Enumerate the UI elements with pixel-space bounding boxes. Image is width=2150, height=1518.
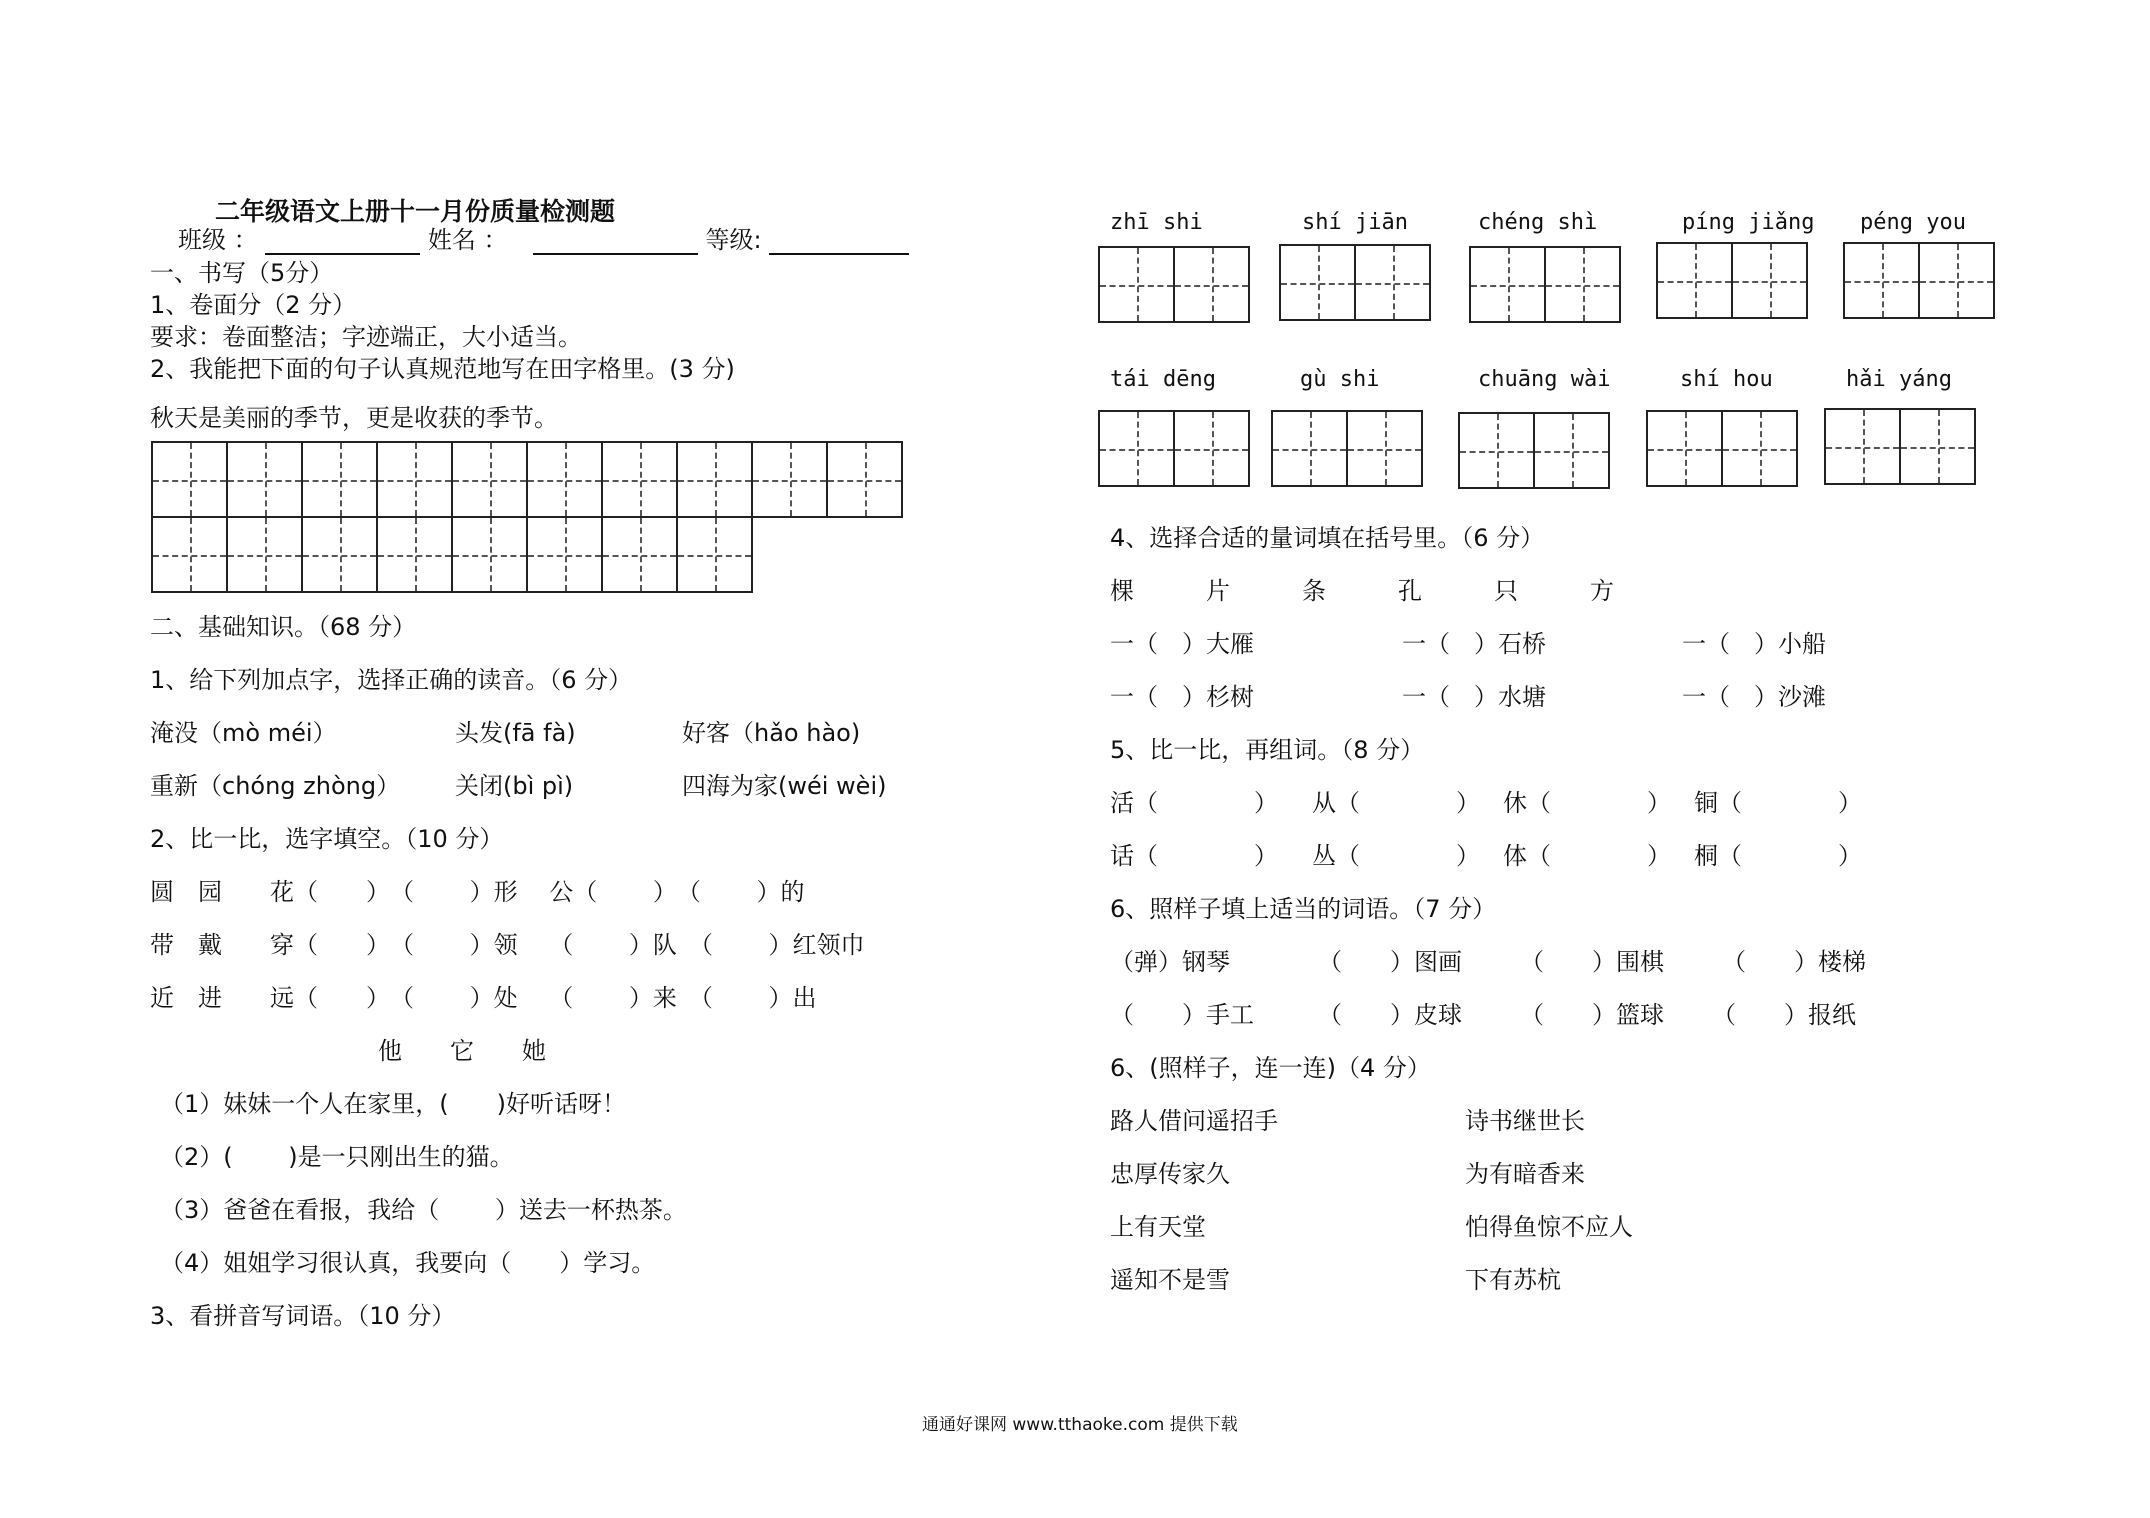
tian-cell[interactable]: [526, 441, 603, 518]
phrase-item: （ ）皮球: [1318, 1001, 1462, 1029]
word-grid[interactable]: [1646, 410, 1796, 487]
compare-item: 丛（ ）: [1312, 842, 1480, 870]
compare-item: 休（ ）: [1503, 789, 1671, 817]
compare-item: 桐（ ）: [1694, 842, 1862, 870]
poem-left[interactable]: 遥知不是雪: [1110, 1266, 1230, 1294]
pronoun-sentence: （1）妹妹一个人在家里，( )好听话呀！: [160, 1090, 626, 1118]
tian-cell[interactable]: [1271, 410, 1348, 487]
tian-cell[interactable]: [1824, 408, 1901, 485]
tian-cell[interactable]: [301, 441, 378, 518]
section2-heading: 二、基础知识。（68 分）: [150, 613, 417, 641]
fill-row: 近 进 远（ ） （ ）处 （ ）来 （ ）出: [150, 984, 817, 1012]
compare-item: 话（ ）: [1110, 842, 1278, 870]
measure-item: 一（ ）石桥: [1402, 630, 1546, 658]
pronoun-choices: 他 它 她: [378, 1037, 546, 1065]
tian-cell[interactable]: [376, 441, 453, 518]
phrase-item: （ ）报纸: [1712, 1001, 1856, 1029]
class-label: 班级 ：: [178, 226, 258, 254]
word-grid[interactable]: [1824, 408, 1974, 485]
pinyin-choice: 好客（hǎo hào): [682, 719, 861, 747]
tian-cell[interactable]: [1731, 242, 1808, 319]
tian-cell[interactable]: [1918, 242, 1995, 319]
phrase-item: （ ）图画: [1318, 948, 1462, 976]
tian-cell[interactable]: [1899, 408, 1976, 485]
tian-cell[interactable]: [451, 441, 528, 518]
pinyin-label: shí jiān: [1302, 210, 1408, 235]
phrase-item: （ ）楼梯: [1722, 948, 1866, 976]
poem-right[interactable]: 诗书继世长: [1465, 1107, 1585, 1135]
tian-cell[interactable]: [1098, 410, 1175, 487]
word-grid[interactable]: [1656, 242, 1806, 319]
tian-cell[interactable]: [301, 516, 378, 593]
section1-q1: 1、卷面分（2 分）: [150, 291, 357, 319]
pinyin-choice: 关闭(bì pì): [455, 772, 574, 800]
pinyin-label: shí hou: [1680, 367, 1773, 392]
pronoun-sentence: （3）爸爸在看报，我给（ ）送去一杯热茶。: [160, 1196, 687, 1224]
tian-cell[interactable]: [1544, 246, 1621, 323]
poem-left[interactable]: 上有天堂: [1110, 1213, 1206, 1241]
tian-cell[interactable]: [1354, 244, 1431, 321]
fill-row: 带 戴 穿（ ） （ ）领 （ ）队 （ ）红领巾: [150, 931, 865, 959]
tian-cell[interactable]: [1469, 246, 1546, 323]
word-grid[interactable]: [1469, 246, 1619, 323]
tian-cell[interactable]: [1173, 410, 1250, 487]
phrase-item: （弹）钢琴: [1110, 948, 1230, 976]
word-grid[interactable]: [1098, 246, 1248, 323]
poem-right[interactable]: 下有苏杭: [1465, 1266, 1561, 1294]
tian-cell[interactable]: [676, 441, 753, 518]
tian-cell[interactable]: [1458, 412, 1535, 489]
q3-heading: 3、看拼音写词语。（10 分）: [150, 1302, 456, 1330]
word-grid[interactable]: [1098, 410, 1248, 487]
tian-cell[interactable]: [1173, 246, 1250, 323]
tian-cell[interactable]: [376, 516, 453, 593]
pinyin-label: chuāng wài: [1478, 367, 1611, 392]
measure-item: 一（ ）沙滩: [1682, 683, 1826, 711]
compare-item: 从（ ）: [1312, 789, 1480, 817]
pinyin-label: píng jiǎng: [1682, 210, 1815, 235]
measure-words: 棵 片 条 孔 只 方: [1110, 577, 1614, 605]
grade-blank[interactable]: [769, 227, 909, 255]
tian-cell[interactable]: [451, 516, 528, 593]
tian-cell[interactable]: [601, 516, 678, 593]
class-blank[interactable]: [265, 227, 420, 255]
phrase-item: （ ）手工: [1110, 1001, 1254, 1029]
word-grid[interactable]: [1279, 244, 1429, 321]
pinyin-label: chéng shì: [1478, 210, 1598, 235]
name-label: 姓名 ：: [427, 226, 508, 254]
grade-label: 等级:: [705, 226, 762, 254]
writing-grid-row2[interactable]: [151, 516, 751, 593]
pinyin-choice: 头发(fā fà): [455, 719, 576, 747]
q2-heading: 2、比一比，选字填空。（10 分）: [150, 825, 504, 853]
tian-cell[interactable]: [226, 441, 303, 518]
word-grid[interactable]: [1458, 412, 1608, 489]
q5-heading: 5、比一比，再组词。（8 分）: [1110, 736, 1425, 764]
tian-cell[interactable]: [1533, 412, 1610, 489]
compare-item: 体（ ）: [1503, 842, 1671, 870]
pinyin-choice: 四海为家(wéi wèi): [682, 772, 887, 800]
compare-item: 活（ ）: [1110, 789, 1278, 817]
tian-cell[interactable]: [1656, 242, 1733, 319]
tian-cell[interactable]: [1098, 246, 1175, 323]
writing-grid-row1[interactable]: [151, 441, 901, 518]
tian-cell[interactable]: [1279, 244, 1356, 321]
measure-item: 一（ ）水塘: [1402, 683, 1546, 711]
tian-cell[interactable]: [151, 516, 228, 593]
word-grid[interactable]: [1843, 242, 1993, 319]
section1-heading: 一、书写（5分）: [150, 259, 334, 287]
fill-row: 圆 园 花（ ） （ ）形 公（ ） （ ）的: [150, 878, 805, 906]
pronoun-sentence: （2）( )是一只刚出生的猫。: [160, 1143, 514, 1171]
student-info-line: [178, 225, 909, 255]
tian-cell[interactable]: [676, 516, 753, 593]
tian-cell[interactable]: [826, 441, 903, 518]
q4-heading: 4、选择合适的量词填在括号里。（6 分）: [1110, 524, 1545, 552]
measure-item: 一（ ）小船: [1682, 630, 1826, 658]
phrase-item: （ ）围棋: [1520, 948, 1664, 976]
copy-sentence: 秋天是美丽的季节，更是收获的季节。: [150, 404, 558, 432]
tian-cell[interactable]: [1843, 242, 1920, 319]
compare-item: 铜（ ）: [1694, 789, 1862, 817]
pinyin-label: hǎi yáng: [1846, 367, 1952, 392]
tian-cell[interactable]: [601, 441, 678, 518]
pinyin-label: zhī shi: [1110, 210, 1203, 235]
poem-right[interactable]: 为有暗香来: [1465, 1160, 1585, 1188]
tian-cell[interactable]: [526, 516, 603, 593]
q1-heading: 1、给下列加点字，选择正确的读音。（6 分）: [150, 666, 633, 694]
tian-cell[interactable]: [226, 516, 303, 593]
name-blank[interactable]: [533, 227, 698, 255]
q7-heading: 6、(照样子，连一连)（4 分）: [1110, 1054, 1431, 1082]
pinyin-label: tái dēng: [1110, 367, 1216, 392]
measure-item: 一（ ）大雁: [1110, 630, 1254, 658]
pronoun-sentence: （4）姐姐学习很认真，我要向（ ）学习。: [160, 1249, 656, 1277]
poem-right[interactable]: 怕得鱼惊不应人: [1465, 1213, 1633, 1241]
word-grid[interactable]: [1271, 410, 1421, 487]
phrase-item: （ ）篮球: [1520, 1001, 1664, 1029]
section1-q2: 2、我能把下面的句子认真规范地写在田字格里。(3 分): [150, 355, 735, 383]
pinyin-label: gù shi: [1300, 367, 1380, 392]
pinyin-choice: 淹没（mò méi）: [150, 719, 337, 747]
poem-left[interactable]: 路人借问遥招手: [1110, 1107, 1278, 1135]
section1-requirement: 要求：卷面整洁；字迹端正，大小适当。: [150, 323, 582, 351]
tian-cell[interactable]: [151, 441, 228, 518]
pinyin-label: péng you: [1860, 210, 1966, 235]
poem-left[interactable]: 忠厚传家久: [1110, 1160, 1230, 1188]
tian-cell[interactable]: [751, 441, 828, 518]
page-title: 二年级语文上册十一月份质量检测题: [215, 197, 616, 226]
q6-heading: 6、照样子填上适当的词语。（7 分）: [1110, 895, 1497, 923]
tian-cell[interactable]: [1721, 410, 1798, 487]
pinyin-choice: 重新（chóng zhòng）: [150, 772, 401, 800]
footer-credit: 通通好课网 www.tthaoke.com 提供下载: [922, 1415, 1238, 1435]
measure-item: 一（ ）杉树: [1110, 683, 1254, 711]
tian-cell[interactable]: [1646, 410, 1723, 487]
tian-cell[interactable]: [1346, 410, 1423, 487]
